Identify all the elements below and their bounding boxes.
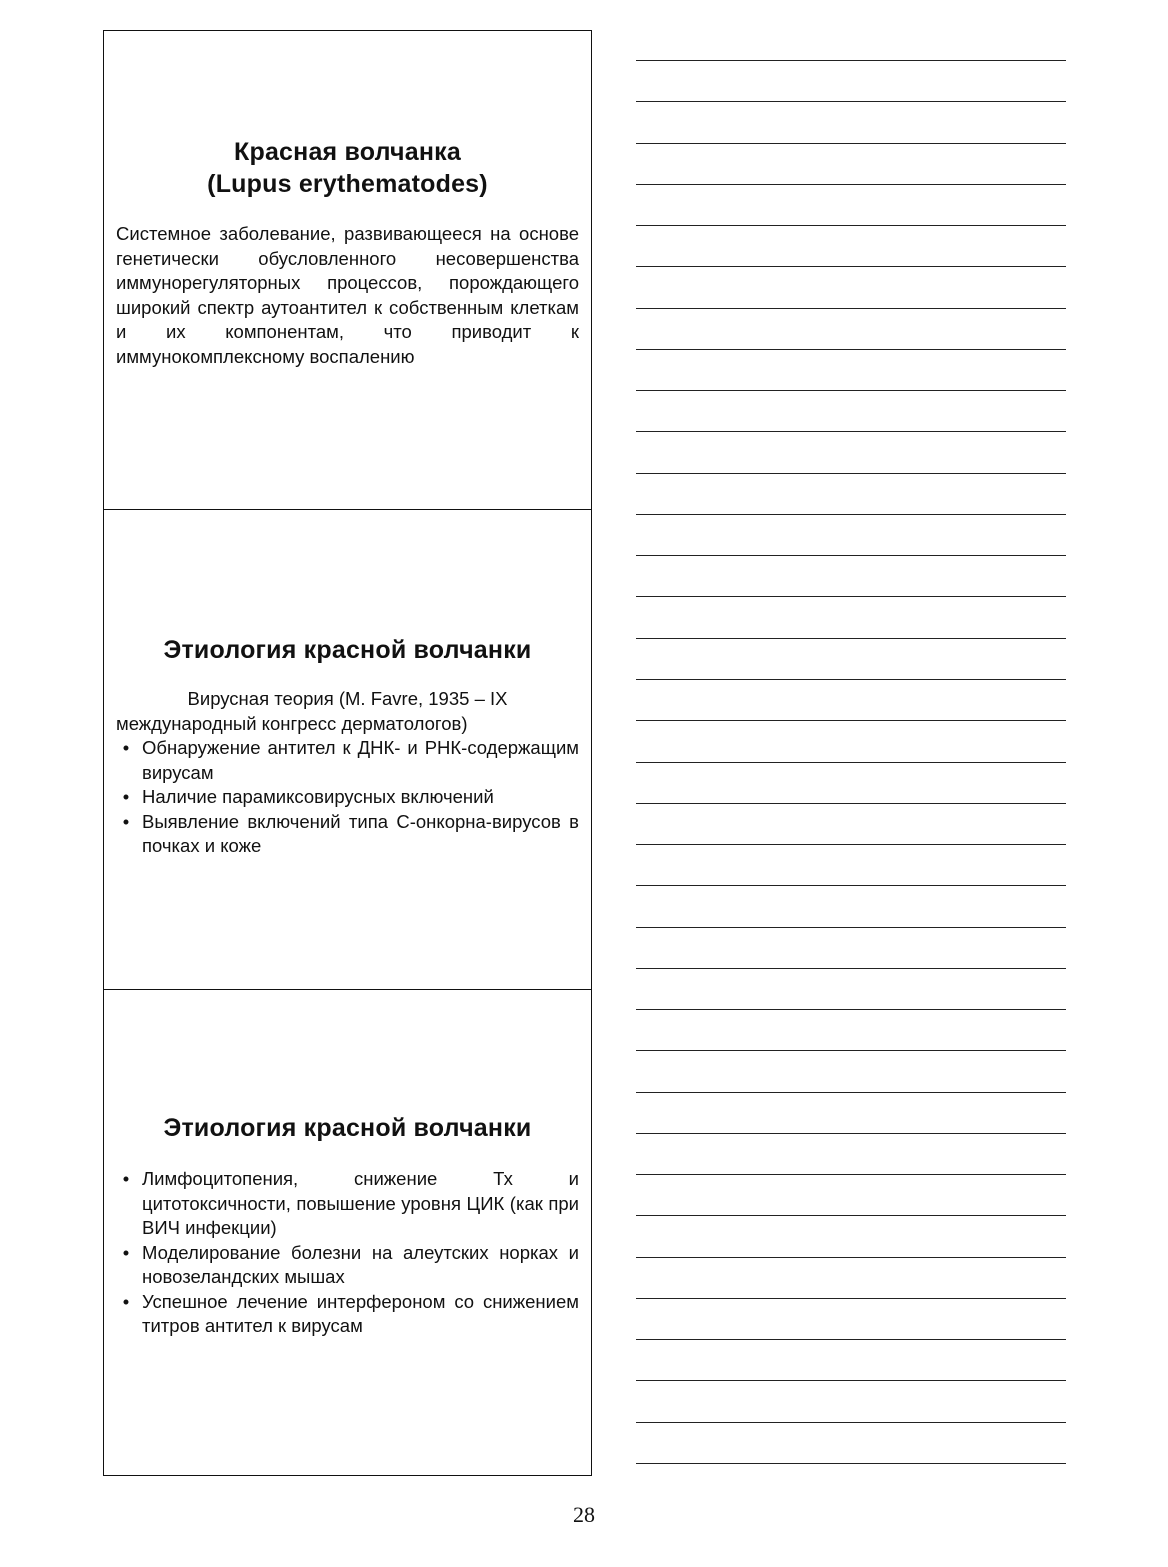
note-line: [636, 60, 1066, 61]
note-line: [636, 514, 1066, 515]
viral-theory-intro: [104, 687, 591, 736]
slide-etiology-viral: [104, 509, 591, 989]
note-line: [636, 1339, 1066, 1340]
list-item-text: Моделирование болезни на алеутских норках и новозеландских мышах: [142, 1241, 579, 1287]
bullet-icon: •: [122, 1241, 130, 1263]
note-line: [636, 968, 1066, 969]
definition-text: Системное заболевание, развивающееся на основе генетически обусловленного несовершенства иммунорегуляторных процессов, порождающего широкий спектр аутоантител к собственным клеткам и их компонентам, что приводит к иммунокомплексному воспалению: [116, 223, 579, 367]
bullet-list: [104, 1167, 591, 1339]
slide-title: [104, 136, 591, 200]
slides-column: [103, 30, 592, 1476]
slide-etiology-immune: [104, 989, 591, 1477]
note-line: [636, 927, 1066, 928]
bullet-icon: •: [122, 786, 130, 807]
intro-line: международный конгресс дерматологов): [116, 712, 468, 734]
list-item-text: Лимфоцитопения, снижение Тх и цитотоксичности, повышение уровня ЦИК (как при ВИЧ инфекции): [142, 1168, 579, 1238]
list-item-text: Успешное лечение интерфероном со снижением титров антител к вирусам: [142, 1290, 579, 1336]
list-item-text: Выявление включений типа С-онкорна-вирусов в почках и коже: [142, 810, 579, 856]
note-line: [636, 308, 1066, 309]
note-line: [636, 1050, 1066, 1051]
title-line: Красная волчанка: [234, 138, 461, 166]
note-line: [636, 803, 1066, 804]
bullet-icon: •: [122, 810, 130, 832]
note-line: [636, 390, 1066, 391]
list-item-text: Наличие парамиксовирусных включений: [142, 786, 494, 807]
note-line: [636, 638, 1066, 639]
bullet-icon: •: [122, 1168, 130, 1189]
list-item: [116, 810, 579, 859]
note-line: [636, 1009, 1066, 1010]
note-line: [636, 473, 1066, 474]
note-line: [636, 844, 1066, 845]
note-line: [636, 431, 1066, 432]
list-item: [116, 1241, 579, 1290]
list-item-text: Обнаружение антител к ДНК- и РНК-содержащим вирусам: [142, 737, 579, 783]
note-line: [636, 762, 1066, 763]
note-line: [636, 1422, 1066, 1423]
bullet-icon: •: [122, 1290, 130, 1312]
page-number: 28: [573, 1502, 595, 1527]
bullet-list: [104, 736, 591, 859]
note-line: [636, 101, 1066, 102]
note-line: [636, 1215, 1066, 1216]
note-line: [636, 1380, 1066, 1381]
note-line: [636, 1298, 1066, 1299]
notes-lines: [636, 0, 1066, 1480]
list-item: [116, 736, 579, 785]
note-line: [636, 596, 1066, 597]
note-line: [636, 1257, 1066, 1258]
note-line: [636, 1463, 1066, 1464]
note-line: [636, 1133, 1066, 1134]
note-line: [636, 1092, 1066, 1093]
note-line: [636, 555, 1066, 556]
note-line: [636, 720, 1066, 721]
note-line: [636, 143, 1066, 144]
note-line: [636, 679, 1066, 680]
slide-title: Этиология красной волчанки: [163, 1114, 532, 1142]
list-item: [116, 785, 579, 810]
note-line: [636, 266, 1066, 267]
note-line: [636, 225, 1066, 226]
bullet-icon: •: [122, 737, 130, 758]
note-line: [636, 885, 1066, 886]
note-line: [636, 349, 1066, 350]
list-item: [116, 1290, 579, 1339]
intro-line: Вирусная теория (M. Favre, 1935 – IX: [187, 688, 508, 709]
list-item: [116, 1167, 579, 1241]
slide-lupus-definition: [104, 31, 591, 509]
note-line: [636, 1174, 1066, 1175]
note-line: [636, 184, 1066, 185]
slide-title: Этиология красной волчанки: [163, 636, 532, 664]
title-line-latin: (Lupus erythematodes): [207, 170, 488, 198]
